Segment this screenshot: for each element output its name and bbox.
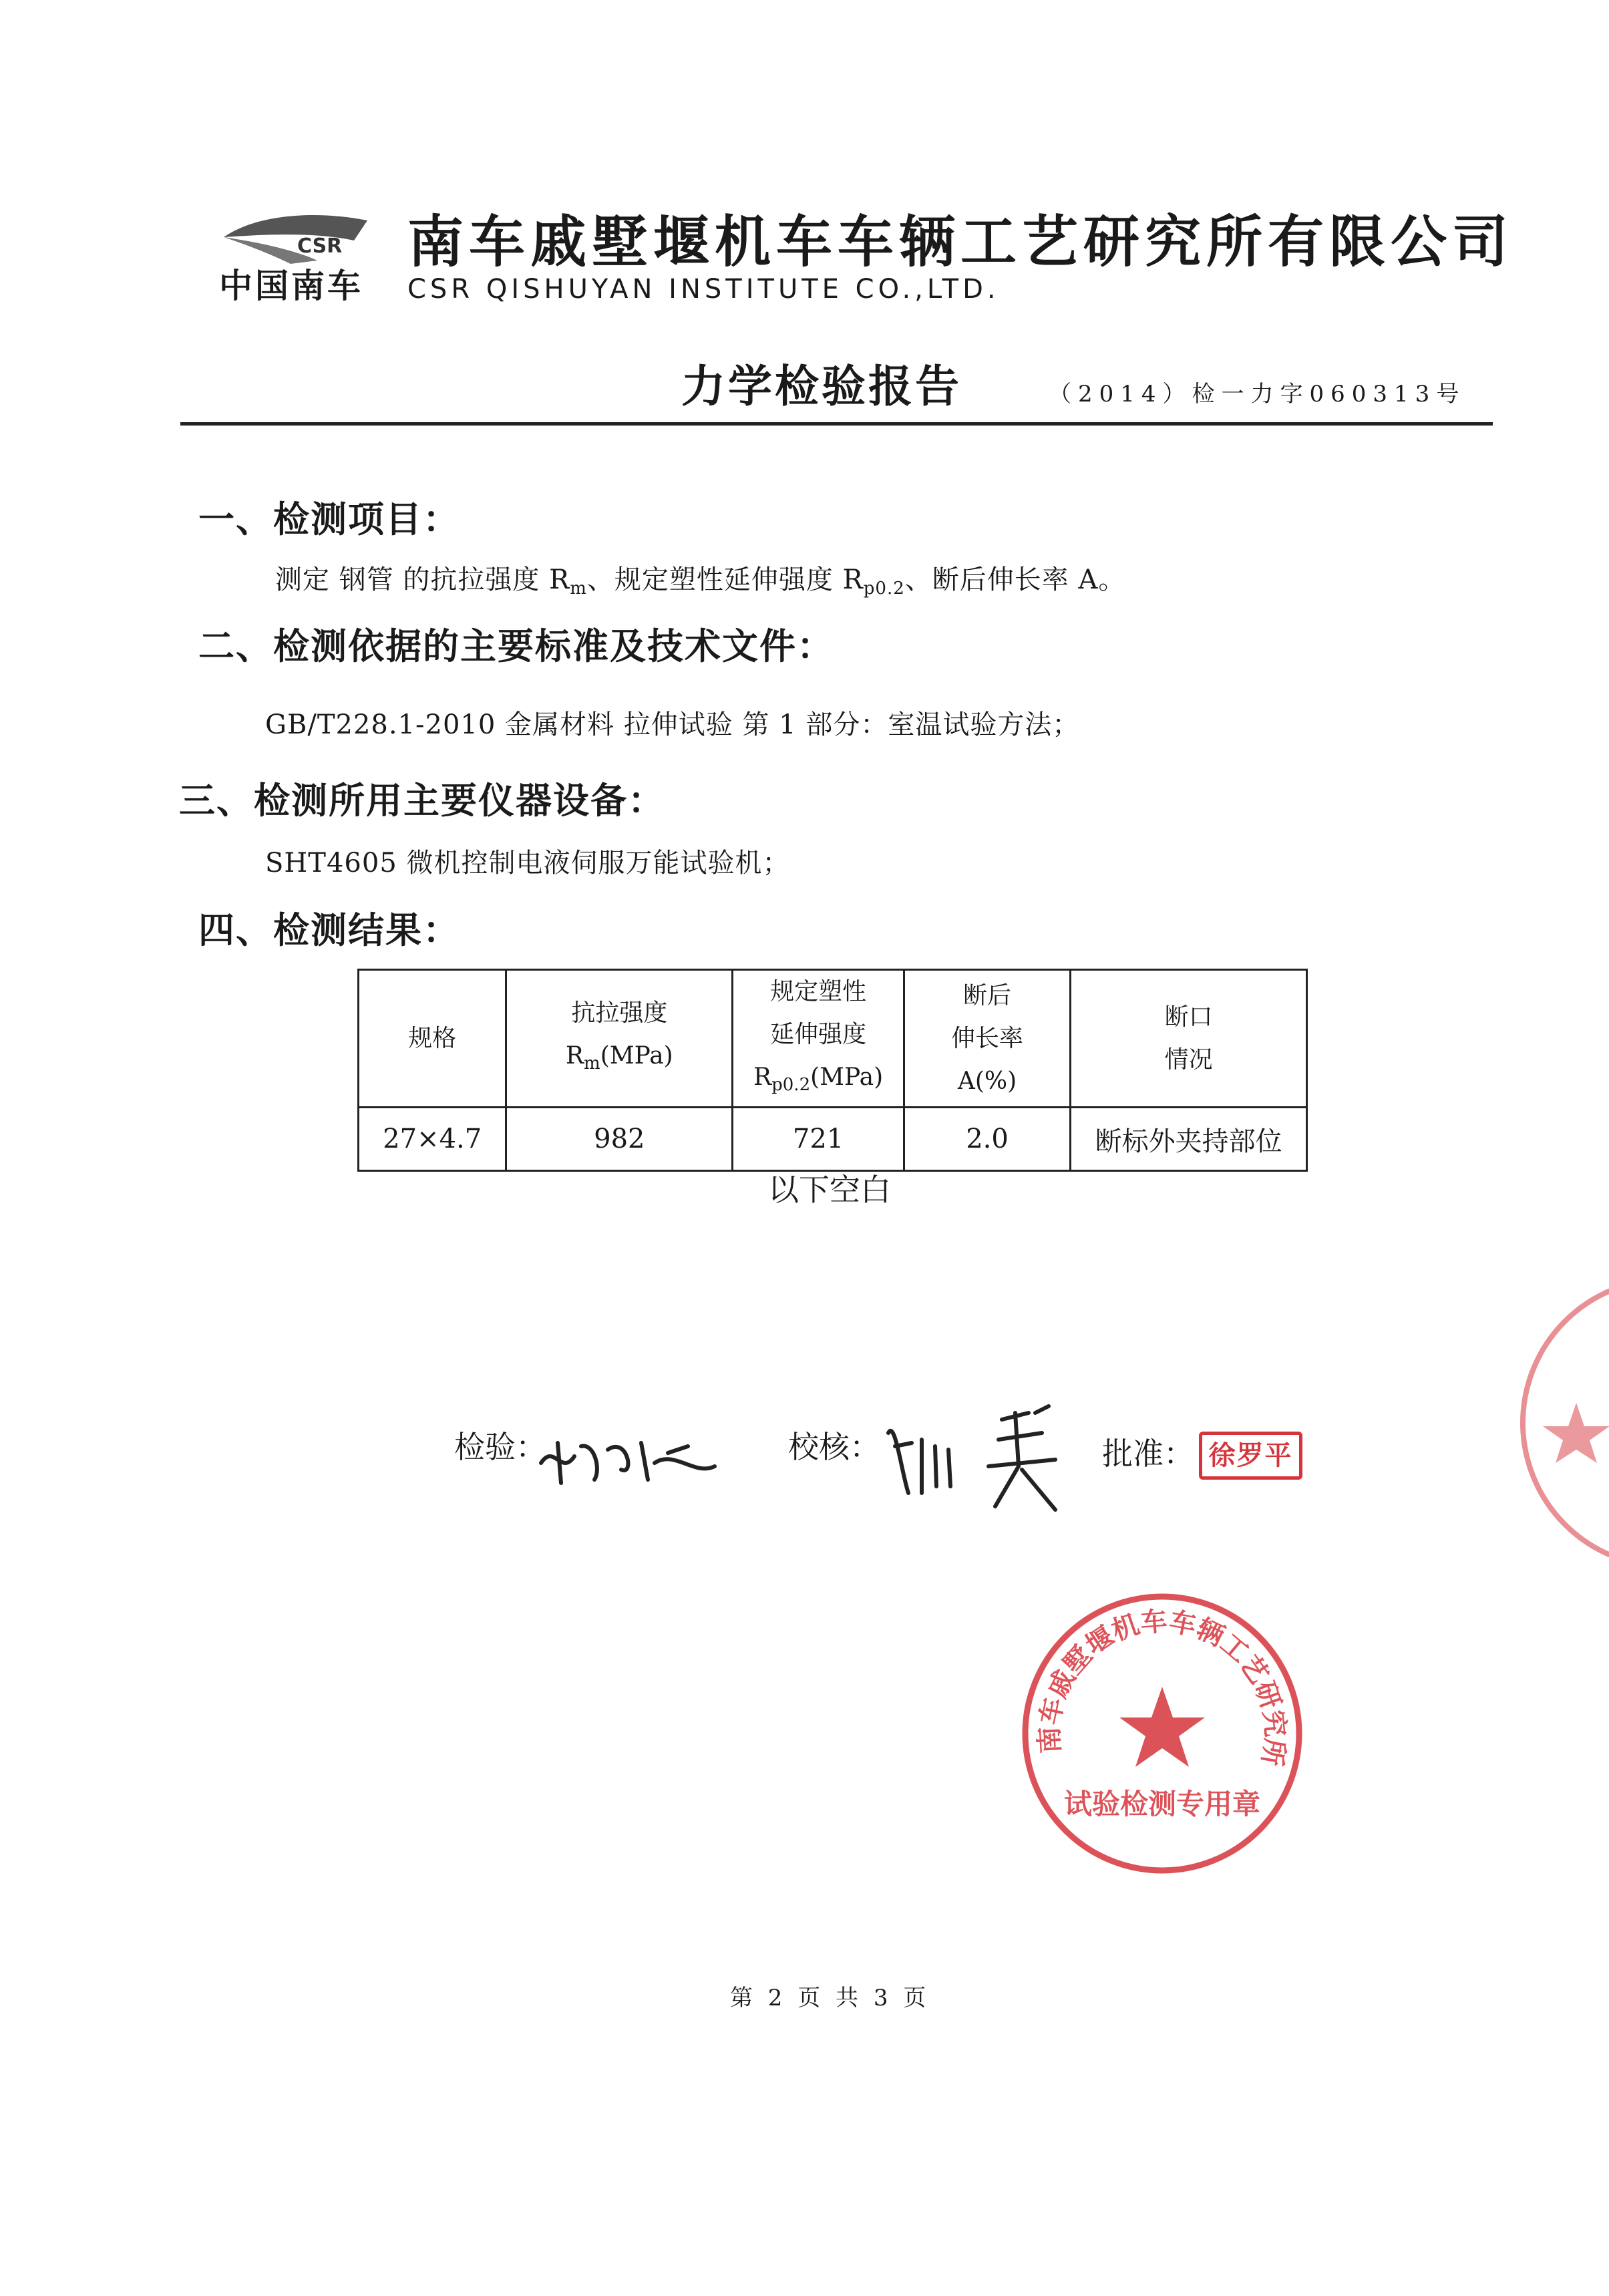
- svg-text:CSR: CSR: [297, 234, 343, 258]
- section-2-heading: 二、检测依据的主要标准及技术文件：: [198, 625, 834, 667]
- company-name-cn: 南车戚墅堰机车车辆工艺研究所有限公司: [407, 209, 1514, 275]
- logo-chinese-name: 中国南车: [219, 267, 363, 305]
- cell-elongation: 2.0: [904, 1108, 1070, 1171]
- partial-edge-seal: [1509, 1269, 1609, 1577]
- header-spec: 规格: [359, 970, 506, 1108]
- table-row: [359, 1108, 1307, 1171]
- header-rule: [180, 422, 1493, 426]
- section-1-heading: 一、检测项目：: [198, 498, 460, 540]
- approver-name-stamp: 徐罗平: [1199, 1432, 1302, 1480]
- svg-text:试验检测专用章: 试验检测专用章: [1063, 1788, 1261, 1820]
- header-rp02: 规定塑性 延伸强度 $R_{p0.2}(MPa)$: [733, 970, 904, 1108]
- report-number: （2014）检一力字060313号: [1049, 381, 1466, 407]
- check-label: 校核：: [788, 1429, 880, 1465]
- section-4-heading: 四、检测结果：: [198, 909, 460, 951]
- table-header-row: [359, 970, 1307, 1108]
- header-elongation: 断后 伸长率 A(%): [904, 970, 1070, 1108]
- header-rm: 抗拉强度 $R_m(MPa)$: [506, 970, 733, 1108]
- cell-fracture: 断标外夹持部位: [1071, 1108, 1307, 1171]
- inspect-label: 检验：: [454, 1429, 546, 1465]
- svg-text:南车戚墅堰机车车辆工艺研究所有限公司: 南车戚墅堰机车车辆工艺研究所有限公司: [1002, 1563, 1291, 1768]
- header-fracture: 断口 情况: [1071, 970, 1307, 1108]
- section-2-text: GB/T228.1-2010 金属材料 拉伸试验 第 1 部分：室温试验方法；: [265, 709, 1080, 740]
- results-table: [357, 969, 1308, 1172]
- section-3-text: SHT4605 微机控制电液伺服万能试验机；: [265, 848, 790, 878]
- report-title: 力学检验报告: [681, 361, 962, 412]
- inspector-signature: [534, 1416, 735, 1490]
- section-1-text: 测定 钢管 的抗拉强度 $R_m$、规定塑性延伸强度 $R_{p0.2}$、断后伸长率 A。: [275, 564, 1126, 599]
- approve-label: 批准：: [1102, 1436, 1194, 1472]
- company-name-en: CSR QISHUYAN INSTITUTE CO.,LTD.: [407, 274, 1000, 305]
- cell-rm: 982: [506, 1108, 733, 1171]
- official-seal: [1002, 1563, 1309, 1880]
- blank-below-note: 以下空白: [768, 1172, 891, 1208]
- cell-rp02: 721: [733, 1108, 904, 1171]
- page-footer: 第 2 页 共 3 页: [730, 1985, 930, 2011]
- cell-spec: 27×4.7: [359, 1108, 506, 1171]
- section-3-heading: 三、检测所用主要仪器设备：: [179, 780, 665, 822]
- checker-signature: [882, 1393, 1082, 1520]
